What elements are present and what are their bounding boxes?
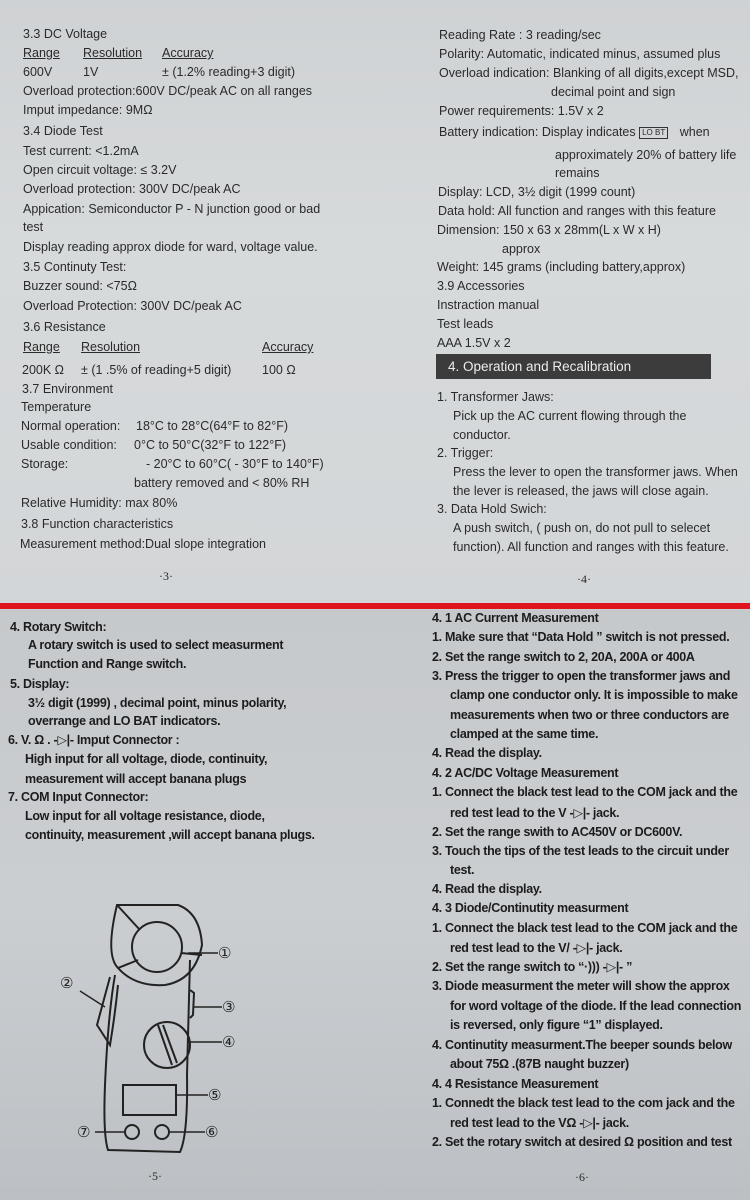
- text-line: Data hold: All function and ranges with this feature: [438, 204, 716, 218]
- text-line: Overload indication: Blanking of all digits,except MSD,: [439, 66, 739, 80]
- table-cell: 100 Ω: [262, 363, 296, 377]
- table-header: Accuracy: [262, 340, 314, 354]
- text-line: test.: [450, 863, 475, 877]
- manual-page-6: [375, 610, 750, 1200]
- list-item: 3. Diode measurment the meter will show the approx: [432, 979, 730, 993]
- text-line: Function and Range switch.: [28, 657, 187, 671]
- text-line: Power requirements: 1.5V x 2: [439, 104, 604, 118]
- text-label: Storage:: [21, 457, 69, 471]
- text-line: for word voltage of the diode. If the lead connection: [450, 999, 742, 1013]
- svg-text:③: ③: [222, 998, 236, 1016]
- text-value: 18°C to 28°C(64°F to 82°F): [136, 419, 289, 433]
- list-item-title: 1. Transformer Jaws:: [437, 390, 554, 404]
- text-line: test: [23, 220, 44, 234]
- list-item-title: 5. Display:: [10, 677, 70, 691]
- section-heading: 3.7 Environment: [22, 382, 114, 396]
- text-line: Reading Rate : 3 reading/sec: [439, 28, 601, 42]
- section-heading: 4. 3 Diode/Continutity measurment: [432, 901, 629, 915]
- list-item: 3. Press the trigger to open the transformer jaws and: [432, 669, 731, 683]
- list-item-title: 7. COM Input Connector:: [8, 790, 149, 804]
- table-cell: 1V: [83, 65, 99, 79]
- text-line: remains: [555, 166, 600, 180]
- svg-text:⑥: ⑥: [205, 1123, 219, 1141]
- section-heading: 3.9 Accessories: [437, 279, 525, 293]
- text-line: A push switch, ( push on, do not pull to selecet: [453, 521, 711, 535]
- text-line: Overload protection: 300V DC/peak AC: [23, 182, 241, 196]
- text-line: Open circuit voltage: ≤ 3.2V: [23, 163, 177, 177]
- text-line: Polarity: Automatic, indicated minus, assumed plus: [439, 47, 721, 61]
- list-item-title: 4. Rotary Switch:: [10, 620, 107, 634]
- table-header: Accuracy: [162, 46, 214, 60]
- text-line: red test lead to the V/ -▷|- jack.: [450, 941, 623, 955]
- list-item: 4. Continutity measurment.The beeper sounds below: [432, 1038, 732, 1052]
- table-cell: 600V: [23, 65, 53, 79]
- page-number: ·5·: [148, 1169, 162, 1183]
- section-heading: 4. 2 AC/DC Voltage Measurement: [432, 766, 619, 780]
- section-heading: 4. 1 AC Current Measurement: [432, 611, 599, 625]
- text-line: Relative Humidity: max 80%: [21, 496, 178, 510]
- text-line: AAA 1.5V x 2: [437, 336, 511, 350]
- text-line: red test lead to the VΩ -▷|- jack.: [450, 1116, 629, 1130]
- text-line: Buzzer sound: <75Ω: [23, 279, 137, 293]
- lo-bat-indicator-icon: LO BT: [639, 127, 668, 139]
- text-line: 3½ digit (1999) , decimal point, minus polarity,: [28, 696, 287, 710]
- section-header-bar: 4. Operation and Recalibration: [436, 354, 711, 379]
- table-cell: 200K Ω: [22, 363, 65, 377]
- text-label: Battery indication: Display indicates: [439, 125, 636, 139]
- text-line: continuity, measurement ,will accept banana plugs.: [25, 828, 315, 842]
- text-line: about 75Ω .(87B naught buzzer): [450, 1057, 629, 1071]
- list-item: 2. Set the range switch to 2, 20A, 200A or 400A: [432, 650, 695, 664]
- text-line: Measurement method:Dual slope integration: [20, 537, 266, 551]
- text-line: Test leads: [437, 317, 494, 331]
- text-line: measurement will accept banana plugs: [25, 772, 247, 786]
- text-value: 0°C to 50°C(32°F to 122°F): [134, 438, 287, 452]
- text-line: Test current: <1.2mA: [23, 144, 139, 158]
- text-value: battery removed and < 80% RH: [134, 476, 310, 490]
- svg-text:④: ④: [222, 1033, 236, 1051]
- svg-text:⑦: ⑦: [77, 1123, 91, 1141]
- text-line: Weight: 145 grams (including battery,approx): [437, 260, 686, 274]
- text-line: Press the lever to open the transformer jaws. When: [453, 465, 738, 479]
- text-line: Imput impedance: 9MΩ: [23, 103, 153, 117]
- section-heading: 3.8 Function characteristics: [21, 517, 174, 531]
- text-line: Display reading approx diode for ward, voltage value.: [23, 240, 318, 254]
- list-item-title: 3. Data Hold Swich:: [437, 502, 547, 516]
- list-item: 2. Set the rotary switch at desired Ω position and test: [432, 1135, 732, 1149]
- text-line: the lever is released, the jaws will close again.: [453, 484, 709, 498]
- svg-text:②: ②: [60, 974, 74, 992]
- red-divider-line: [0, 603, 750, 609]
- text-line: Appication: Semiconductor P - N junction good or bad: [23, 202, 321, 216]
- table-header: Resolution: [81, 340, 141, 354]
- table-header: Range: [23, 46, 60, 60]
- list-item: 4. Read the display.: [432, 746, 542, 760]
- manual-page-3: [0, 0, 375, 604]
- text-line: Temperature: [21, 400, 92, 414]
- list-item: 1. Connect the black test lead to the COM jack and the: [432, 921, 738, 935]
- manual-page-5: [0, 610, 375, 1200]
- svg-text:①: ①: [218, 944, 232, 962]
- text-label: Normal operation:: [21, 419, 121, 433]
- section-heading: 3.4 Diode Test: [23, 124, 103, 138]
- text-line: approx: [502, 242, 541, 256]
- list-item-title: 6. V. Ω . -▷|- Imput Connector :: [8, 733, 180, 747]
- page-number: ·4·: [577, 572, 591, 586]
- text-line: [439, 125, 710, 140]
- text-line: function). All function and ranges with this feature.: [453, 540, 729, 554]
- text-line: Low input for all voltage resistance, diode,: [25, 809, 265, 823]
- section-heading: 3.6 Resistance: [23, 320, 106, 334]
- text-line: Dimension: 150 x 63 x 28mm(L x W x H): [437, 223, 661, 237]
- clamp-meter-diagram-icon: [60, 875, 260, 1165]
- text-line: High input for all voltage, diode, continuity,: [25, 752, 268, 766]
- text-line: clamp one conductor only. It is impossible to make: [450, 688, 738, 702]
- text-line: Overload protection:600V DC/peak AC on all ranges: [23, 84, 313, 98]
- text-line: overrange and LO BAT indicators.: [28, 714, 221, 728]
- list-item: 3. Touch the tips of the test leads to the circuit under: [432, 844, 729, 858]
- text-line: clamped at the same time.: [450, 727, 599, 741]
- text-line: decimal point and sign: [551, 85, 676, 99]
- page-number: ·3·: [159, 569, 173, 583]
- table-cell: ± (1 .5% of reading+5 digit): [81, 363, 232, 377]
- text-line: Overload Protection: 300V DC/peak AC: [23, 299, 242, 313]
- page-number: ·6·: [575, 1170, 589, 1184]
- svg-text:⑤: ⑤: [208, 1086, 222, 1104]
- table-cell: ± (1.2% reading+3 digit): [162, 65, 295, 79]
- table-header: Resolution: [83, 46, 143, 60]
- manual-page-4: [375, 0, 750, 604]
- text-label: when: [679, 125, 710, 139]
- table-header: Range: [23, 340, 60, 354]
- text-line: Display: LCD, 3½ digit (1999 count): [438, 185, 636, 199]
- text-line: is reversed, only figure “1” displayed.: [450, 1018, 663, 1032]
- text-label: Usable condition:: [21, 438, 117, 452]
- text-line: A rotary switch is used to select measurment: [28, 638, 284, 652]
- section-heading: 4. 4 Resistance Measurement: [432, 1077, 599, 1091]
- list-item: 1. Make sure that “Data Hold ” switch is not pressed.: [432, 630, 730, 644]
- text-line: conductor.: [453, 428, 511, 442]
- text-line: approximately 20% of battery life: [555, 148, 737, 162]
- list-item: 4. Read the display.: [432, 882, 542, 896]
- list-item: 1. Connedt the black test lead to the com jack and the: [432, 1096, 735, 1110]
- section-heading: 3.5 Continuty Test:: [23, 260, 127, 274]
- list-item: 1. Connect the black test lead to the COM jack and the: [432, 785, 738, 799]
- list-item: 2. Set the range swith to AC450V or DC600V.: [432, 825, 683, 839]
- list-item-title: 2. Trigger:: [437, 446, 494, 460]
- text-line: Instraction manual: [437, 298, 540, 312]
- text-line: Pick up the AC current flowing through the: [453, 409, 687, 423]
- text-line: measurements when two or three conductors are: [450, 708, 729, 722]
- text-line: red test lead to the V -▷|- jack.: [450, 806, 620, 820]
- text-value: - 20°C to 60°C( - 30°F to 140°F): [146, 457, 324, 471]
- list-item: 2. Set the range switch to “·))) -▷|- ”: [432, 960, 633, 974]
- section-heading: 3.3 DC Voltage: [23, 27, 108, 41]
